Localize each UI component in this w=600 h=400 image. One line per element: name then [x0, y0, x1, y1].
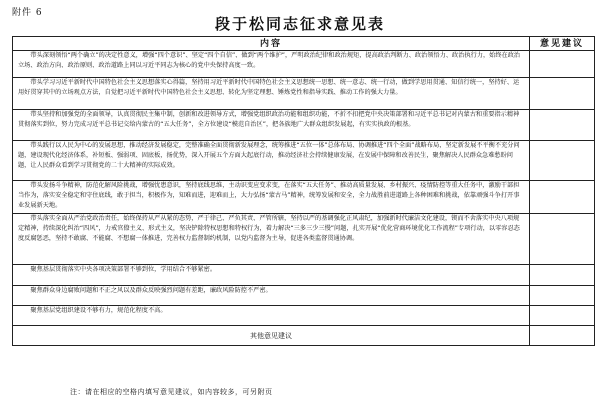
other-opinion-label: 其他意见建议	[13, 326, 530, 346]
table-row	[13, 78, 595, 110]
footer-note: 注：请在相应的空格内填写意见建议，如内容较多，可另附页	[70, 388, 273, 396]
table-row	[13, 110, 595, 141]
table-row	[13, 51, 595, 78]
row-content: 带头深刻领悟“两个确立”的决定性意义，增强“四个意识”、坚定“四个自信”、做到“两个维护”，严明政治纪律和政治规矩，提高政治判断力、政治领悟力、政治执行力，始终在政治立场、政治方向、政治原则、政治道路上同以习近平同志为核心的党中央保持高度一致。	[13, 51, 530, 78]
row-content: 带头落实全面从严治党政治责任，始终保持从严从紧的态势，严于律己、严负其责、严管所辖，坚持以严的基调强化正风肃纪，加强新时代廉洁文化建设，锲而不舍落实中央八项规定精神，持续深化纠治“四风”，力戒官僚主义、形式主义，坚决铲除特权思想和特权行为，着力解决“三多三少三慢”问题，扎实开展“优化营商环境优化工作流程”专项行动，以零容忍态度反腐惩恶，坚持不敢腐、不能腐、不想腐一体推进，完善权力监督制约机制，以党内监督为主导，促进各类监督贯通协调。	[13, 214, 530, 265]
attachment-label: 附件 6	[12, 8, 43, 18]
opinion-cell[interactable]	[530, 110, 595, 141]
row-content: 带头坚持和加强党的全面领导，认真贯彻民主集中制，创新和改进领导方式，增强党组织政治功能和组织功能，不折不扣把党中央决策部署和习近平总书记对内蒙古和重要指示精神贯彻落实到位，努力完成习近平总书记交给内蒙古的“五大任务”，全方位建设“模范自治区”，把各族地广大群众组织发展起，有实实执政的根基。	[13, 110, 530, 141]
opinion-cell[interactable]	[530, 265, 595, 286]
table-row-other	[13, 326, 595, 346]
table-row	[13, 265, 595, 286]
row-content: 聚焦群众身边腐败问题和不正之风以及群众反映强烈问题有差距，廉政风险防控不严密。	[13, 286, 530, 306]
column-header-content: 内容	[13, 37, 530, 51]
table-row	[13, 306, 595, 326]
table-row	[13, 181, 595, 214]
row-content: 聚焦基层党组织建设不够有力，规范化程度不高。	[13, 306, 530, 326]
table-row	[13, 286, 595, 306]
page-title: 段于松同志征求意见表	[214, 15, 385, 33]
opinion-cell[interactable]	[530, 286, 595, 306]
table-row	[13, 214, 595, 265]
opinion-table	[12, 36, 595, 346]
table-row	[13, 141, 595, 181]
row-content: 带头学习习近平新时代中国特色社会主义思想落实心得篇，坚持用习近平新时代中国特色社会主义思想统一思想、统一意志、统一行动，做到学思用贯通、知信行统一，坚持好、运用好贯穿其中的立场观点方法，自觉把习近平新时代中国特色社会主义思想、转化为坚定理想、锤炼党性和指导实践、推动工作的强大力量。	[13, 78, 530, 110]
opinion-cell[interactable]	[530, 78, 595, 110]
opinion-cell[interactable]	[530, 214, 595, 265]
opinion-cell[interactable]	[530, 51, 595, 78]
other-opinion-cell[interactable]	[530, 326, 595, 346]
opinion-cell[interactable]	[530, 306, 595, 326]
opinion-cell[interactable]	[530, 141, 595, 181]
table-header-row	[13, 37, 595, 51]
opinion-cell[interactable]	[530, 181, 595, 214]
column-header-opinion: 意见建议	[530, 37, 595, 51]
row-content: 带头发扬斗争精神，防范化解风险挑战，增强忧患意识，坚持底线思维，主动识变应变求变，在落实“五大任务”、推动高质量发展、乡村振兴、疫情防控等重大任务中，激励干部担当作为，落实安全稳定和守住底线，敢于担当，积极作为，知难而进，迎难而上，大力弘扬“蒙古马”精神，统筹发展和安全，全力战胜前进道路上各种困难和挑战，依靠顽强斗争打开事业发展新天地。	[13, 181, 530, 214]
row-content: 聚焦基层贯彻落实中央各项决策部署不够到位，学用结合不够紧密。	[13, 265, 530, 286]
row-content: 带头践行以人民为中心的发展思想，推动经济发展稳定，完整准确全面贯彻新发展理念，统筹推进“五位一体”总体布局、协调推进“四个全面”战略布局，坚定新发展不平衡不充分问题，建设现代化经济体系，补短板、强弱项、固底板，扬优势，深入开展五个方面大起底行动，推动经济社会持续健康发展，在发展中保障和改善民生，聚焦解决人民群众急难愁盼问题，让人民群众看到学习贯彻党的二十大精神的实际成效。	[13, 141, 530, 181]
